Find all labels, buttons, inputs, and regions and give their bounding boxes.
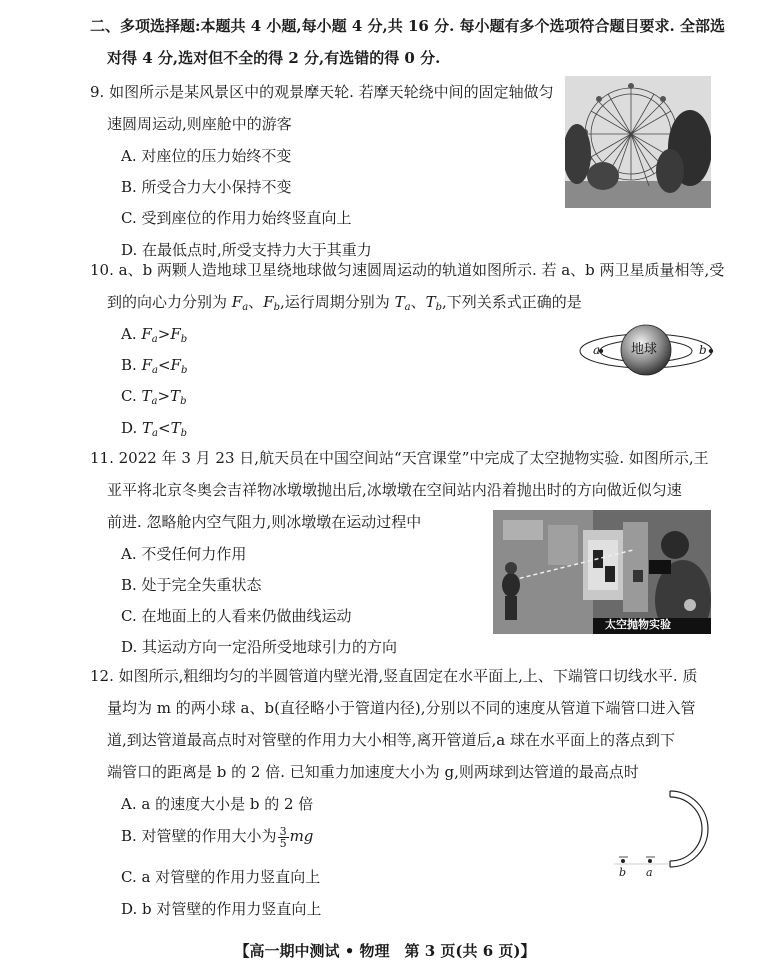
q12-option-b bbox=[121, 822, 313, 850]
q10-force-symbol: F bbox=[231, 293, 243, 311]
section-header-line1: 二、多项选择题:本题共 4 小题,每小题 4 分,共 16 分. 每小题有多个选项符合题目要求. 全部选 bbox=[90, 17, 725, 35]
q12-option-b-mg: mg bbox=[289, 827, 314, 845]
q10-force-symbol: F bbox=[263, 293, 274, 311]
q10-sub: b bbox=[435, 302, 442, 313]
q10-period-symbol: T bbox=[394, 293, 405, 311]
q10-stem2-pre: 到的向心力分别为 bbox=[107, 293, 232, 311]
q11-stem-line1: 11. 2022 年 3 月 23 日,航天员在中国空间站“天宫课堂”中完成了太空抛物实验. 如图所示,王 bbox=[90, 449, 709, 467]
satellite-orbit-diagram bbox=[578, 318, 714, 382]
q10-option-d: D. $T_a<T_b$ bbox=[121, 419, 188, 439]
q11-option-c: C. 在地面上的人看来仍做曲线运动 bbox=[121, 607, 352, 625]
q10-stem2-post: 下列关系式正确的是 bbox=[446, 293, 582, 311]
photo-caption: 太空抛物实验 bbox=[605, 618, 671, 631]
ferris-wheel-photo bbox=[565, 76, 711, 208]
section-header-line2: 对得 4 分,选对但不全的得 2 分,有选错的得 0 分. bbox=[107, 49, 441, 67]
q10-stem2-mid: 运行周期分别为 bbox=[284, 293, 395, 311]
satellite-a-label: a bbox=[593, 343, 601, 357]
q10-period-symbol: T bbox=[425, 293, 436, 311]
q11-option-a: A. 不受任何力作用 bbox=[121, 545, 247, 563]
q10-option-a: A. $F_a>F_b$ bbox=[121, 325, 188, 345]
q9-stem-line2: 速圆周运动,则座舱中的游客 bbox=[107, 115, 292, 133]
earth-label: 地球 bbox=[631, 342, 658, 357]
q10-stem-line2 bbox=[107, 292, 582, 318]
satellite-b-label: b bbox=[699, 343, 707, 357]
q12-stem-line4: 端管口的距离是 b 的 2 倍. 已知重力加速度大小为 g,则两球到达管道的最高点时 bbox=[107, 763, 639, 781]
q10-dot: 、 bbox=[410, 293, 426, 311]
q11-stem-line2: 亚平将北京冬奥会吉祥物冰墩墩抛出后,冰墩墩在空间站内沿着抛出时的方向做近似匀速 bbox=[107, 481, 682, 499]
ball-b-label: b bbox=[619, 866, 627, 879]
q10-stem-line1: 10. a、b 两颗人造地球卫星绕地球做匀速圆周运动的轨道如图所示. 若 a、b 两卫星质量相等,受 bbox=[90, 261, 725, 279]
q12-option-c: C. a 对管壁的作用力竖直向上 bbox=[121, 868, 321, 886]
q10-comma: , bbox=[442, 293, 447, 311]
q9-option-b: B. 所受合力大小保持不变 bbox=[121, 178, 292, 196]
q9-stem-line1: 9. 如图所示是某风景区中的观景摩天轮. 若摩天轮绕中间的固定轴做匀 bbox=[90, 83, 554, 101]
q12-stem-line3: 道,到达管道最高点时对管壁的作用力大小相等,离开管道后,a 球在水平面上的落点到下 bbox=[107, 731, 676, 749]
fraction: $\frac{3}{5}$ bbox=[279, 824, 287, 850]
q10-sub: a bbox=[404, 302, 411, 313]
q9-option-c: C. 受到座位的作用力始终竖直向上 bbox=[121, 209, 352, 227]
q9-option-a: A. 对座位的压力始终不变 bbox=[121, 147, 292, 165]
q11-stem-line3: 前进. 忽略舱内空气阻力,则冰墩墩在运动过程中 bbox=[107, 513, 422, 531]
q10-option-c: C. $T_a>T_b$ bbox=[121, 387, 187, 407]
space-station-photo bbox=[493, 510, 711, 634]
q12-stem-line1: 12. 如图所示,粗细均匀的半圆管道内壁光滑,竖直固定在水平面上,上、下端管口切线水平. 质 bbox=[90, 667, 698, 685]
ball-a-label: a bbox=[646, 866, 653, 879]
q10-comma: , bbox=[280, 293, 285, 311]
page-footer: 【高一期中测试 • 物理 第 3 页(共 6 页)】 bbox=[234, 942, 536, 960]
q12-stem-line2: 量均为 m 的两小球 a、b(直径略小于管道内径),分别以不同的速度从管道下端管口进入管 bbox=[107, 699, 696, 717]
q10-sub: a bbox=[242, 302, 249, 313]
q12-option-d: D. b 对管壁的作用力竖直向上 bbox=[121, 900, 322, 918]
q12-option-a: A. a 的速度大小是 b 的 2 倍 bbox=[121, 795, 314, 813]
q9-option-d: D. 在最低点时,所受支持力大于其重力 bbox=[121, 241, 372, 259]
q10-sub: b bbox=[273, 302, 281, 313]
q10-dot: 、 bbox=[248, 293, 264, 311]
q11-option-d: D. 其运动方向一定沿所受地球引力的方向 bbox=[121, 638, 398, 656]
q11-option-b: B. 处于完全失重状态 bbox=[121, 576, 262, 594]
q10-option-b: B. $F_a<F_b$ bbox=[121, 356, 188, 376]
q12-option-b-text: B. 对管壁的作用大小为 bbox=[121, 827, 277, 845]
semicircle-pipe-diagram bbox=[610, 785, 720, 885]
